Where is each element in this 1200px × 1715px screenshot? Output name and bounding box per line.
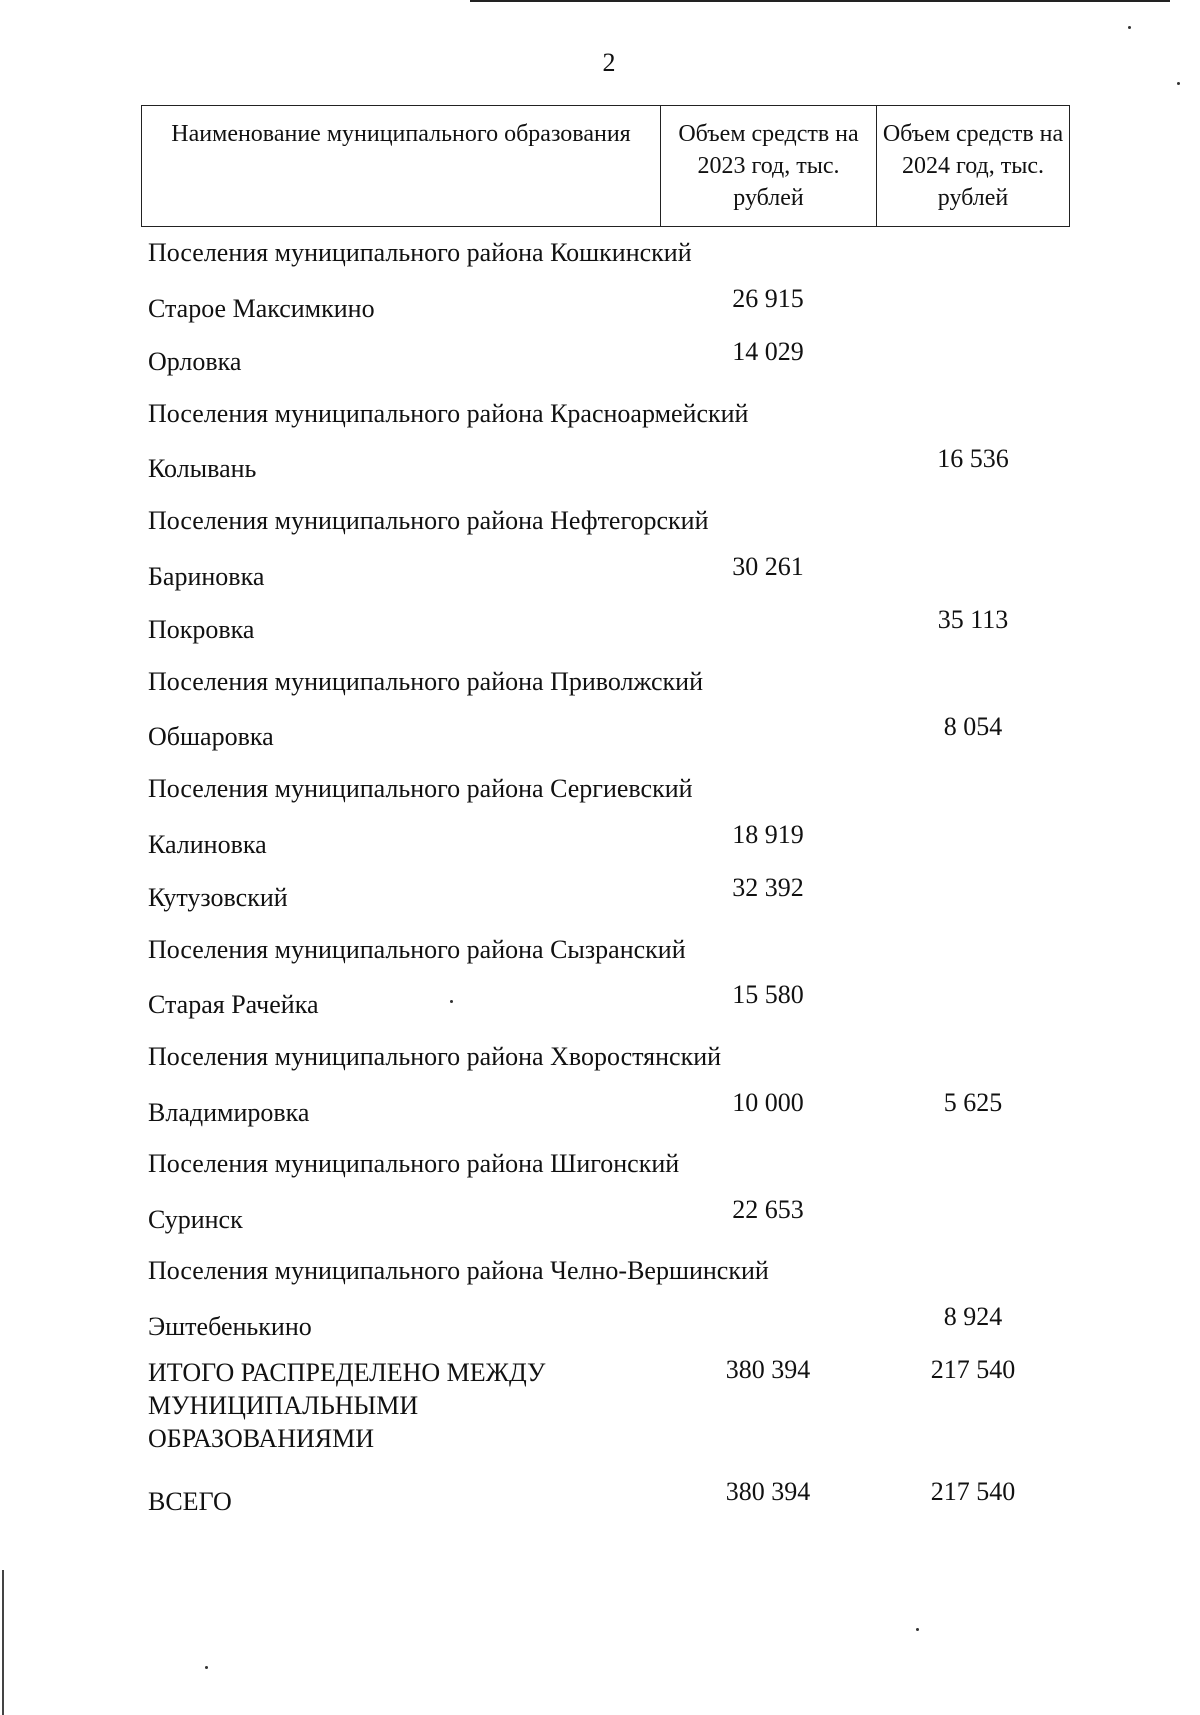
table-row (0, 602, 1200, 656)
municipality-name: Обшаровка (148, 722, 274, 752)
amount-2024: 16 536 (937, 444, 1009, 474)
table-row (0, 441, 1200, 495)
municipality-name: Кутузовский (148, 883, 288, 913)
table-header (141, 105, 1070, 227)
group-label: Поселения муниципального района Челно-Вершинский (148, 1256, 769, 1286)
group-row (0, 1138, 1200, 1192)
group-label: Поселения муниципального района Нефтегорский (148, 505, 709, 535)
amount-2024: 8 054 (943, 712, 1003, 742)
scan-top-rule (470, 0, 1170, 2)
group-row (0, 656, 1200, 710)
group-label: Поселения муниципального района Хворостянский (148, 1041, 722, 1071)
group-row (0, 388, 1200, 442)
scan-left-rule (2, 1570, 4, 1715)
municipality-name: Старая Рачейка (148, 990, 319, 1020)
group-label: Поселения муниципального района Сергиевский (148, 773, 693, 803)
group-row (0, 1031, 1200, 1085)
table-row (0, 281, 1200, 335)
amount-2024: 5 625 (943, 1087, 1003, 1117)
table-row (0, 1192, 1200, 1246)
municipality-name: ВСЕГО (148, 1487, 232, 1517)
group-row (0, 495, 1200, 549)
page-number: 2 (602, 48, 616, 77)
group-label: Поселения муниципального района Сызранский (148, 934, 686, 964)
group-row (0, 763, 1200, 817)
amount-2023: 18 919 (732, 819, 804, 849)
table-row (0, 817, 1200, 871)
table-row (0, 1299, 1200, 1353)
table-row (0, 1085, 1200, 1139)
group-row (0, 1245, 1200, 1299)
municipality-name: Покровка (148, 615, 255, 645)
group-row (0, 227, 1200, 281)
amount-2023: 14 029 (732, 337, 804, 367)
amount-2024: 217 540 (930, 1477, 1016, 1507)
amount-2023: 30 261 (732, 551, 804, 581)
municipality-name: Старое Максимкино (148, 293, 375, 323)
amount-2024: 217 540 (930, 1355, 1016, 1385)
table-row (0, 709, 1200, 763)
group-label: Поселения муниципального района Кошкинский (148, 238, 692, 267)
scan-speck (916, 1628, 919, 1631)
amount-2023: 26 915 (732, 283, 804, 313)
amount-2023: 15 580 (732, 980, 804, 1010)
amount-2023: 22 653 (732, 1194, 804, 1224)
header-amount-2024: Объем средств на 2024 год, тыс. рублей (877, 106, 1070, 227)
header-amount-2023: Объем средств на 2023 год, тыс. рублей (661, 106, 877, 227)
municipality-name: Эштебенькино (148, 1311, 312, 1341)
amount-2023: 10 000 (732, 1087, 804, 1117)
amount-2023: 380 394 (725, 1355, 811, 1385)
table-row (0, 549, 1200, 603)
table-row (0, 870, 1200, 924)
municipality-name: Орловка (148, 347, 242, 377)
amount-2023: 380 394 (725, 1477, 811, 1507)
municipality-name: ИТОГО РАСПРЕДЕЛЕНО МЕЖДУ МУНИЦИПАЛЬНЫМИ ОБРАЗОВАНИЯМИ (148, 1358, 546, 1454)
municipality-name: Колывань (148, 454, 257, 484)
municipality-name: Бариновка (148, 561, 265, 591)
group-label: Поселения муниципального района Шигонский (148, 1149, 680, 1179)
municipality-name: Суринск (148, 1204, 243, 1234)
amount-2024: 8 924 (943, 1301, 1003, 1331)
table-row (0, 334, 1200, 388)
table-body (0, 227, 1200, 1528)
group-row (0, 924, 1200, 978)
header-municipality-name: Наименование муниципального образования (142, 106, 661, 227)
scan-speck (1128, 26, 1131, 29)
municipality-name: Владимировка (148, 1097, 310, 1127)
group-label: Поселения муниципального района Приволжский (148, 666, 704, 696)
scan-speck (1177, 82, 1180, 85)
total-row (0, 1352, 1200, 1474)
amount-2024: 35 113 (937, 605, 1009, 635)
grand-total-row (0, 1474, 1200, 1528)
municipality-name: Калиновка (148, 829, 267, 859)
group-label: Поселения муниципального района Красноармейский (148, 398, 749, 428)
scan-speck (205, 1666, 208, 1669)
amount-2023: 32 392 (732, 873, 804, 903)
table-row (0, 977, 1200, 1031)
